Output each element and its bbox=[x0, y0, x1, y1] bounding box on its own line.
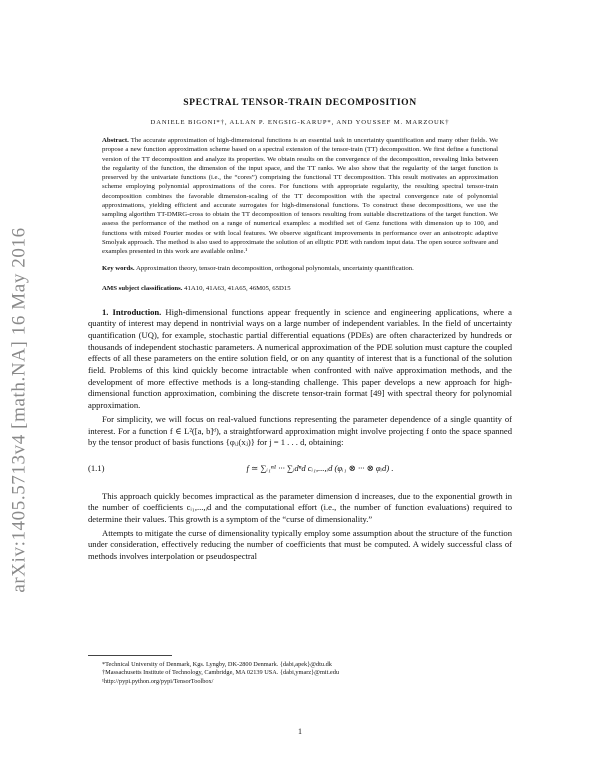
author-list: DANIELE BIGONI*†, ALLAN P. ENGSIG-KARUP*, AND YOUSSEF M. MARZOUK† bbox=[150, 119, 450, 126]
abstract-text: The accurate approximation of high-dimensional functions is an essential task in uncertainty quantification and many other fields. We propose a new function approximation scheme based on a spectral extension of the tensor-train (TT) decomposition. We first define a functional version of the TT decomposition and analyze its properties. We obtain results on the convergence of the decomposition, revealing links between the regularity of the function, the dimension of the input space, and the TT ranks. We also show that the regularity of the target function is preserved by the univariate functions (i.e., the “cores”) comprising the functional TT decomposition. This result motivates an approximation scheme employing polynomial approximations of the cores. For functions with appropriate regularity, the resulting spectral tensor-train decomposition combines the favorable dimension-scaling of the TT decomposition with the spectral convergence rate of polynomial approximations, yielding efficient and accurate surrogates for high-dimensional functions. To construct these decompositions, we use the sampling algorithm TT-DMRG-cross to obtain the TT decomposition of tensors resulting from suitable discretizations of the target function. We assess the performance of the method on a range of numerical examples: a modified set of Genz functions with dimension up to 100, and functions with mixed Fourier modes or with local features. We observe significant improvements in performance over an anisotropic adaptive Smolyak approach. The method is also used to approximate the solution of an elliptic PDE with random input data. The open source software and examples presented in this work are available online.¹ bbox=[102, 137, 498, 255]
footnote-2: †Massachusetts Institute of Technology, Cambridge, MA 02139 USA. {dabi,ymarz}@mit.edu bbox=[102, 669, 340, 677]
ams-classifications bbox=[88, 284, 512, 293]
keywords-label: Key words. bbox=[102, 265, 135, 273]
footnote-3: ¹http://pypi.python.org/pypi/TensorToolbox/ bbox=[102, 677, 214, 685]
intro-paragraph-1-text: High-dimensional functions appear frequently in science and engineering applications, where a quantity of interest may depend in nontrivial ways on a large number of independent variables. In the field of uncertainty quantification (UQ), for example, stochastic partial differential equations (PDEs) are often characterized by hundreds or thousands of independent stochastic parameters. A numerical approximation of the PDE solution must capture the coupled effects of all these parameters on the entire solution field, or on any quantity of interest that is a functional of the solution field. Problems of this kind quickly become intractable when confronted with naïve approximation methods, and the development of more effective methods is a long-standing challenge. This paper develops a new approach for high-dimensional function approximation, combining the discrete tensor-train format [49] with spectral theory for polynomial approximation. bbox=[88, 306, 512, 411]
intro-paragraph-2: For simplicity, we will focus on real-valued functions representing the parameter dependence of a single quantity of interest. For a function f ∈ L²([a, b]ᵈ), a straightforward approximation might involve projecting f onto the space spanned by the tensor product of basis functions {φᵢⱼ(xⱼ)} for j = 1 . . . d, obtaining: bbox=[88, 413, 512, 448]
equation-body: f ≃ ∑ᵢ₁ⁿ¹ ··· ∑ᵢdⁿd cᵢ₁,...,ᵢd (φᵢ₁ ⊗ ··· ⊗ φᵢd) . bbox=[246, 462, 394, 473]
introduction-section bbox=[88, 307, 512, 563]
intro-paragraph-3: This approach quickly becomes impractical as the parameter dimension d increases, due to the exponential growth in the number of coefficients cᵢ₁,...,ᵢd and the computational effort (i.e., the number of function evaluations) required to determine their values. This growth is a symptom of the “curse of dimensionality.” bbox=[88, 490, 512, 525]
equation-1-1 bbox=[88, 463, 512, 475]
abstract bbox=[88, 136, 512, 256]
arxiv-identifier bbox=[2, 150, 38, 670]
intro-paragraph-1 bbox=[88, 307, 512, 412]
paper-page bbox=[88, 96, 512, 563]
arxiv-identifier-text: arXiv:1405.5713v4 [math.NA] 16 May 2016 bbox=[9, 227, 31, 593]
page-number: 1 bbox=[298, 727, 302, 736]
ams-text: 41A10, 41A63, 41A65, 46M05, 65D15 bbox=[184, 284, 291, 292]
footnotes bbox=[88, 655, 512, 686]
footnote-1: *Technical University of Denmark, Kgs. Lyngby, DK-2800 Denmark. {dabi,apek}@dtu.dk bbox=[102, 661, 332, 668]
paper-title: SPECTRAL TENSOR-TRAIN DECOMPOSITION bbox=[183, 97, 417, 108]
section-heading: 1. Introduction. bbox=[102, 306, 162, 317]
keywords-text: Approximation theory, tensor-train decomposition, orthogonal polynomials, uncertainty quantification. bbox=[135, 265, 414, 273]
equation-number: (1.1) bbox=[88, 462, 105, 473]
abstract-label: Abstract. bbox=[102, 137, 129, 144]
ams-label: AMS subject classifications. bbox=[102, 284, 183, 292]
keywords bbox=[88, 264, 512, 273]
intro-paragraph-4: Attempts to mitigate the curse of dimensionality typically employ some assumption about the structure of the function under consideration, effectively reducing the number of coefficients that must be computed. A widely successful class of methods involves interpolation or pseudospectral bbox=[88, 527, 512, 562]
footnote-rule bbox=[88, 655, 172, 656]
